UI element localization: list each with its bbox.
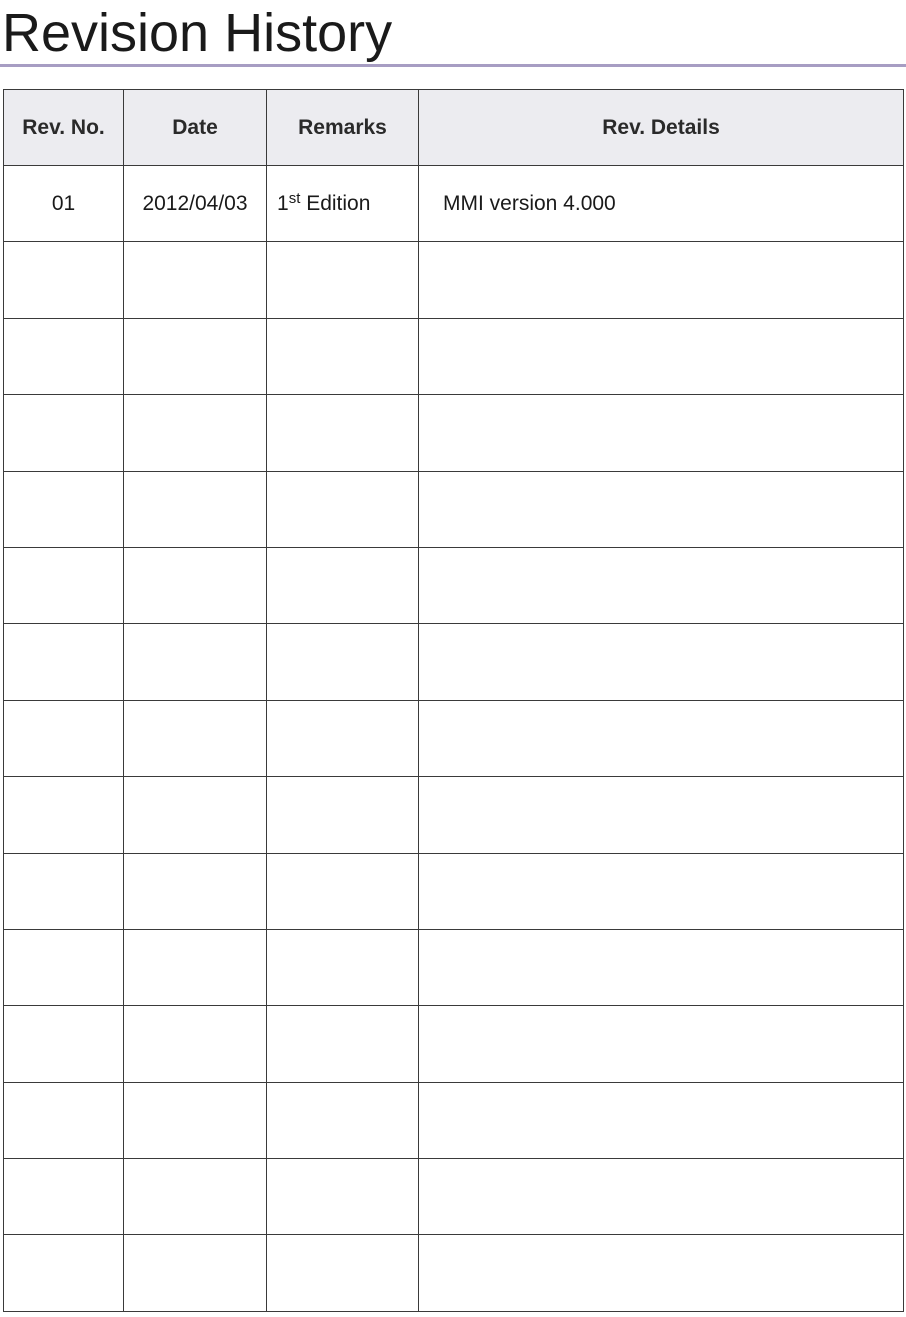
table-row-empty: [4, 242, 904, 318]
cell-date: [124, 853, 267, 929]
cell-rev-details: [419, 853, 904, 929]
cell-remarks: [267, 700, 419, 776]
cell-rev-no: [4, 471, 124, 547]
cell-remarks: [267, 1159, 419, 1235]
cell-rev-no: [4, 1159, 124, 1235]
cell-remarks: [267, 242, 419, 318]
cell-remarks: [267, 929, 419, 1005]
cell-date: 2012/04/03: [124, 166, 267, 242]
table-row-empty: [4, 1235, 904, 1311]
table-row-empty: [4, 624, 904, 700]
cell-rev-details: [419, 395, 904, 471]
title-underline: [0, 64, 906, 67]
table-row-empty: [4, 929, 904, 1005]
cell-date: [124, 1159, 267, 1235]
cell-remarks: [267, 471, 419, 547]
cell-rev-details: [419, 318, 904, 394]
cell-rev-no: [4, 1082, 124, 1158]
cell-rev-details: [419, 929, 904, 1005]
cell-rev-no: [4, 547, 124, 623]
cell-remarks: [267, 853, 419, 929]
cell-rev-details: [419, 777, 904, 853]
cell-rev-no: [4, 853, 124, 929]
cell-rev-details: [419, 547, 904, 623]
cell-remarks: [267, 777, 419, 853]
cell-rev-no: [4, 1235, 124, 1311]
table-row-empty: [4, 1159, 904, 1235]
remarks-text: Edition: [300, 191, 371, 215]
column-header-remarks: Remarks: [267, 90, 419, 166]
cell-date: [124, 395, 267, 471]
cell-date: [124, 700, 267, 776]
cell-date: [124, 471, 267, 547]
cell-remarks: [267, 166, 419, 242]
table-row: [4, 166, 904, 242]
cell-rev-no: [4, 624, 124, 700]
cell-rev-no: [4, 242, 124, 318]
table-row-empty: [4, 777, 904, 853]
cell-remarks: [267, 318, 419, 394]
cell-date: [124, 1006, 267, 1082]
table-row-empty: [4, 471, 904, 547]
cell-rev-details: [419, 1082, 904, 1158]
cell-remarks: [267, 624, 419, 700]
cell-rev-no: [4, 929, 124, 1005]
cell-date: [124, 1082, 267, 1158]
remarks-ordinal-suffix: st: [288, 189, 301, 207]
cell-date: [124, 547, 267, 623]
cell-remarks: [267, 1006, 419, 1082]
cell-remarks: [267, 1082, 419, 1158]
cell-rev-details: [419, 242, 904, 318]
cell-date: [124, 242, 267, 318]
cell-date: [124, 1235, 267, 1311]
table-row-empty: [4, 853, 904, 929]
cell-rev-no: [4, 318, 124, 394]
table-row-empty: [4, 547, 904, 623]
cell-rev-no: 01: [4, 166, 124, 242]
table-row-empty: [4, 395, 904, 471]
table-header-row: [4, 90, 904, 166]
column-header-rev-details: Rev. Details: [419, 90, 904, 166]
cell-remarks: [267, 1235, 419, 1311]
cell-rev-details: [419, 624, 904, 700]
table-row-empty: [4, 318, 904, 394]
cell-rev-details: [419, 1235, 904, 1311]
cell-rev-no: [4, 395, 124, 471]
cell-date: [124, 777, 267, 853]
cell-date: [124, 624, 267, 700]
revision-history-table: [3, 89, 904, 1312]
cell-rev-details: [419, 471, 904, 547]
cell-remarks: [267, 547, 419, 623]
table-row-empty: [4, 1006, 904, 1082]
page-title: Revision History: [2, 3, 393, 63]
cell-rev-no: [4, 777, 124, 853]
remarks-number: 1: [277, 191, 289, 215]
cell-date: [124, 929, 267, 1005]
cell-rev-details: MMI version 4.000: [419, 166, 904, 242]
cell-rev-details: [419, 1006, 904, 1082]
cell-rev-no: [4, 1006, 124, 1082]
column-header-date: Date: [124, 90, 267, 166]
column-header-rev-no: Rev. No.: [4, 90, 124, 166]
cell-date: [124, 318, 267, 394]
cell-remarks: [267, 395, 419, 471]
table-row-empty: [4, 700, 904, 776]
table-row-empty: [4, 1082, 904, 1158]
cell-rev-details: [419, 1159, 904, 1235]
cell-rev-details: [419, 700, 904, 776]
cell-rev-no: [4, 700, 124, 776]
